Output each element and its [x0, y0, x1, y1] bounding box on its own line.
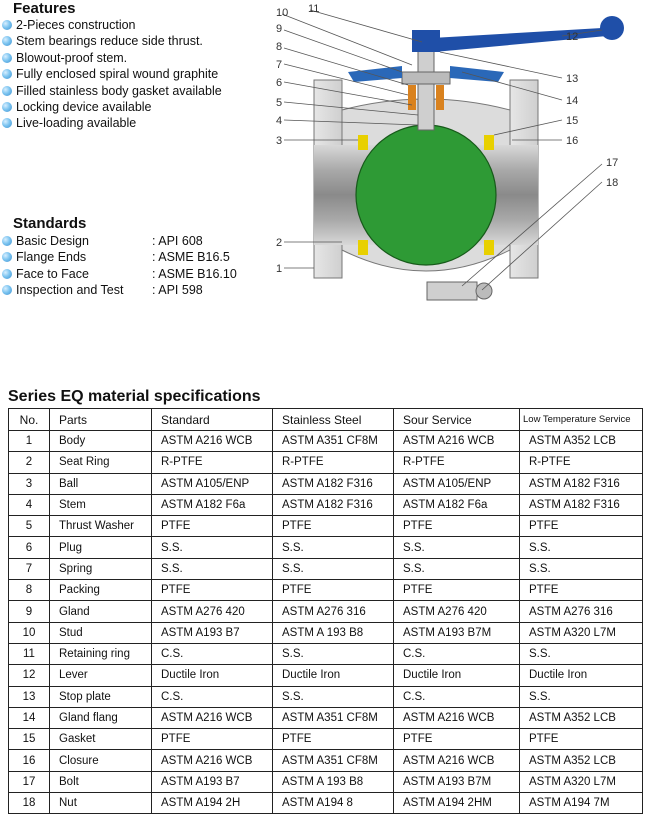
feature-item: [2, 115, 222, 131]
table-cell: ASTM A351 CF8M: [273, 707, 394, 728]
bottom-bolt: [427, 282, 477, 300]
table-cell: 11: [9, 643, 50, 664]
table-cell: ASTM A194 7M: [520, 793, 643, 814]
table-cell: ASTM A276 316: [273, 601, 394, 622]
table-row: [9, 729, 643, 750]
callout-number: 8: [276, 41, 283, 53]
bullet-icon: [2, 236, 12, 246]
standards-list: [2, 233, 237, 298]
table-cell: ASTM A352 LCB: [520, 750, 643, 771]
bullet-icon: [2, 269, 12, 279]
seat-ring-right: [484, 135, 494, 150]
table-cell: Nut: [50, 793, 152, 814]
callout-number: 11: [308, 3, 320, 15]
table-cell: ASTM A320 L7M: [520, 771, 643, 792]
table-cell: ASTM A105/ENP: [394, 473, 520, 494]
feature-text: Blowout-proof stem.: [16, 50, 128, 65]
table-cell: Stop plate: [50, 686, 152, 707]
table-cell: ASTM A182 F6a: [152, 494, 273, 515]
table-cell: S.S.: [520, 558, 643, 579]
table-cell: PTFE: [394, 516, 520, 537]
table-cell: 16: [9, 750, 50, 771]
table-row: [9, 793, 643, 814]
table-cell: PTFE: [520, 580, 643, 601]
standard-value: : API 598: [152, 282, 203, 297]
table-cell: ASTM A216 WCB: [394, 750, 520, 771]
table-cell: Seat Ring: [50, 452, 152, 473]
callout-number: 2: [276, 237, 283, 249]
table-row: [9, 494, 643, 515]
column-header: Stainless Steel: [273, 409, 394, 431]
table-cell: ASTM A193 B7: [152, 771, 273, 792]
feature-item: [2, 66, 222, 82]
standard-item: [2, 282, 237, 298]
callout-number: 7: [276, 59, 283, 71]
table-cell: PTFE: [152, 580, 273, 601]
table-cell: PTFE: [152, 729, 273, 750]
callout-number: 14: [566, 95, 579, 107]
bullet-icon: [2, 252, 12, 262]
stem: [418, 50, 434, 130]
table-cell: 7: [9, 558, 50, 579]
table-cell: 2: [9, 452, 50, 473]
feature-text: 2-Pieces construction: [16, 18, 136, 32]
table-row: [9, 473, 643, 494]
table-cell: Gland: [50, 601, 152, 622]
table-cell: S.S.: [394, 537, 520, 558]
table-cell: C.S.: [394, 643, 520, 664]
table-cell: C.S.: [152, 643, 273, 664]
table-row: [9, 452, 643, 473]
table-cell: ASTM A276 420: [152, 601, 273, 622]
column-header: Parts: [50, 409, 152, 431]
feature-item: [2, 83, 222, 99]
table-cell: PTFE: [520, 729, 643, 750]
feature-item: [2, 99, 222, 115]
table-cell: Packing: [50, 580, 152, 601]
table-cell: Bolt: [50, 771, 152, 792]
table-row: [9, 707, 643, 728]
callout-number: 5: [276, 97, 283, 109]
table-cell: S.S.: [273, 643, 394, 664]
table-cell: R-PTFE: [273, 452, 394, 473]
table-cell: 18: [9, 793, 50, 814]
column-header: Sour Service: [394, 409, 520, 431]
feature-item: [2, 33, 222, 49]
table-cell: ASTM A194 2HM: [394, 793, 520, 814]
table-cell: ASTM A216 WCB: [394, 431, 520, 452]
table-row: [9, 643, 643, 664]
callout-number: 6: [276, 77, 283, 89]
table-cell: PTFE: [273, 729, 394, 750]
table-cell: S.S.: [152, 558, 273, 579]
table-cell: ASTM A352 LCB: [520, 707, 643, 728]
callout-number: 17: [606, 157, 619, 169]
table-cell: ASTM A276 316: [520, 601, 643, 622]
table-cell: PTFE: [394, 580, 520, 601]
bullet-icon: [2, 20, 12, 30]
table-cell: C.S.: [394, 686, 520, 707]
table-cell: ASTM A193 B7M: [394, 622, 520, 643]
features-title: Features: [13, 0, 76, 17]
standard-item: [2, 266, 237, 282]
table-row: [9, 686, 643, 707]
table-cell: S.S.: [520, 643, 643, 664]
table-cell: ASTM A105/ENP: [152, 473, 273, 494]
callout-number: 4: [276, 115, 283, 127]
bullet-icon: [2, 118, 12, 128]
table-cell: PTFE: [394, 729, 520, 750]
table-cell: Body: [50, 431, 152, 452]
gland-flange: [348, 66, 402, 82]
bullet-icon: [2, 69, 12, 79]
table-cell: Gasket: [50, 729, 152, 750]
table-cell: ASTM A182 F316: [520, 494, 643, 515]
table-cell: Thrust Washer: [50, 516, 152, 537]
standard-value: : ASME B16.10: [152, 266, 237, 281]
seat-ring-left-bottom: [358, 240, 368, 255]
seat-ring-right-bottom: [484, 240, 494, 255]
table-row: [9, 537, 643, 558]
table-cell: 1: [9, 431, 50, 452]
table-cell: Ductile Iron: [273, 665, 394, 686]
table-row: [9, 665, 643, 686]
table-cell: S.S.: [520, 537, 643, 558]
table-cell: S.S.: [273, 537, 394, 558]
table-cell: C.S.: [152, 686, 273, 707]
table-row: [9, 622, 643, 643]
callout-number: 3: [276, 135, 283, 147]
standard-label: Face to Face: [16, 266, 89, 281]
table-cell: Gland flang: [50, 707, 152, 728]
table-cell: Ball: [50, 473, 152, 494]
standards-title: Standards: [13, 215, 87, 232]
feature-text: Fully enclosed spiral wound graphite: [16, 67, 219, 82]
table-cell: R-PTFE: [152, 452, 273, 473]
standard-label: Inspection and Test: [16, 282, 124, 297]
table-cell: Lever: [50, 665, 152, 686]
table-cell: 6: [9, 537, 50, 558]
callout-number: 1: [276, 263, 283, 275]
table-cell: Plug: [50, 537, 152, 558]
table-cell: 8: [9, 580, 50, 601]
valve-cross-section-diagram: [262, 0, 650, 310]
table-cell: ASTM A182 F316: [520, 473, 643, 494]
table-cell: ASTM A320 L7M: [520, 622, 643, 643]
table-row: [9, 431, 643, 452]
bullet-icon: [2, 36, 12, 46]
standard-value: : ASME B16.5: [152, 250, 230, 265]
lever-knob: [600, 16, 624, 40]
table-cell: 3: [9, 473, 50, 494]
table-cell: PTFE: [152, 516, 273, 537]
table-cell: PTFE: [273, 580, 394, 601]
table-cell: Retaining ring: [50, 643, 152, 664]
table-row: [9, 601, 643, 622]
callout-number: 18: [606, 177, 619, 189]
callout-number: 15: [566, 115, 579, 127]
table-cell: 4: [9, 494, 50, 515]
bullet-icon: [2, 53, 12, 63]
table-cell: PTFE: [273, 516, 394, 537]
table-row: [9, 771, 643, 792]
table-cell: S.S.: [520, 686, 643, 707]
table-cell: ASTM A182 F316: [273, 494, 394, 515]
feature-list: [2, 17, 222, 132]
packing: [408, 85, 416, 110]
standard-label: Flange Ends: [16, 250, 87, 265]
table-cell: ASTM A351 CF8M: [273, 431, 394, 452]
table-cell: 14: [9, 707, 50, 728]
table-cell: R-PTFE: [394, 452, 520, 473]
standard-item: [2, 233, 237, 249]
feature-text: Locking device available: [16, 99, 152, 114]
column-header: No.: [9, 409, 50, 431]
feature-item: [2, 50, 222, 66]
material-spec-table: [8, 408, 643, 814]
column-header: Low Temperature Service: [520, 409, 643, 431]
table-cell: ASTM A194 8: [273, 793, 394, 814]
feature-text: Live-loading available: [16, 116, 137, 131]
table-cell: 10: [9, 622, 50, 643]
table-cell: Spring: [50, 558, 152, 579]
table-cell: S.S.: [273, 558, 394, 579]
table-cell: Stud: [50, 622, 152, 643]
table-cell: ASTM A182 F6a: [394, 494, 520, 515]
callout-number: 10: [276, 7, 289, 19]
table-cell: 17: [9, 771, 50, 792]
standard-label: Basic Design: [16, 234, 89, 248]
table-cell: ASTM A182 F316: [273, 473, 394, 494]
table-cell: R-PTFE: [520, 452, 643, 473]
table-cell: ASTM A 193 B8: [273, 771, 394, 792]
callout-number: 16: [566, 135, 579, 147]
table-cell: PTFE: [520, 516, 643, 537]
table-cell: ASTM A351 CF8M: [273, 750, 394, 771]
table-cell: Stem: [50, 494, 152, 515]
table-cell: S.S.: [273, 686, 394, 707]
callout-number: 13: [566, 73, 579, 85]
table-cell: ASTM A193 B7M: [394, 771, 520, 792]
table-row: [9, 580, 643, 601]
table-cell: Closure: [50, 750, 152, 771]
table-cell: ASTM A216 WCB: [152, 707, 273, 728]
table-row: [9, 750, 643, 771]
table-cell: 12: [9, 665, 50, 686]
table-cell: S.S.: [152, 537, 273, 558]
table-cell: ASTM A216 WCB: [152, 750, 273, 771]
table-cell: ASTM A194 2H: [152, 793, 273, 814]
table-cell: ASTM A193 B7: [152, 622, 273, 643]
table-cell: ASTM A276 420: [394, 601, 520, 622]
table-cell: 13: [9, 686, 50, 707]
table-row: [9, 516, 643, 537]
callout-number: 12: [566, 31, 579, 43]
feature-text: Filled stainless body gasket available: [16, 83, 222, 98]
table-cell: ASTM A 193 B8: [273, 622, 394, 643]
lever: [422, 28, 607, 52]
table-cell: ASTM A216 WCB: [152, 431, 273, 452]
specs-title: Series EQ material specifications: [8, 388, 261, 405]
bullet-icon: [2, 86, 12, 96]
table-cell: Ductile Iron: [520, 665, 643, 686]
table-header-row: [9, 409, 643, 431]
feature-item: [2, 17, 222, 33]
table-cell: ASTM A352 LCB: [520, 431, 643, 452]
callout-number: 9: [276, 23, 283, 35]
table-cell: 5: [9, 516, 50, 537]
standard-value: : API 608: [152, 234, 203, 248]
gland: [402, 72, 450, 84]
feature-text: Stem bearings reduce side thrust.: [16, 34, 203, 49]
standard-item: [2, 249, 237, 265]
bullet-icon: [2, 285, 12, 295]
table-cell: ASTM A216 WCB: [394, 707, 520, 728]
table-cell: 9: [9, 601, 50, 622]
column-header: Standard: [152, 409, 273, 431]
table-row: [9, 558, 643, 579]
bullet-icon: [2, 102, 12, 112]
table-cell: 15: [9, 729, 50, 750]
table-cell: Ductile Iron: [394, 665, 520, 686]
table-cell: Ductile Iron: [152, 665, 273, 686]
table-cell: S.S.: [394, 558, 520, 579]
seat-ring-left: [358, 135, 368, 150]
